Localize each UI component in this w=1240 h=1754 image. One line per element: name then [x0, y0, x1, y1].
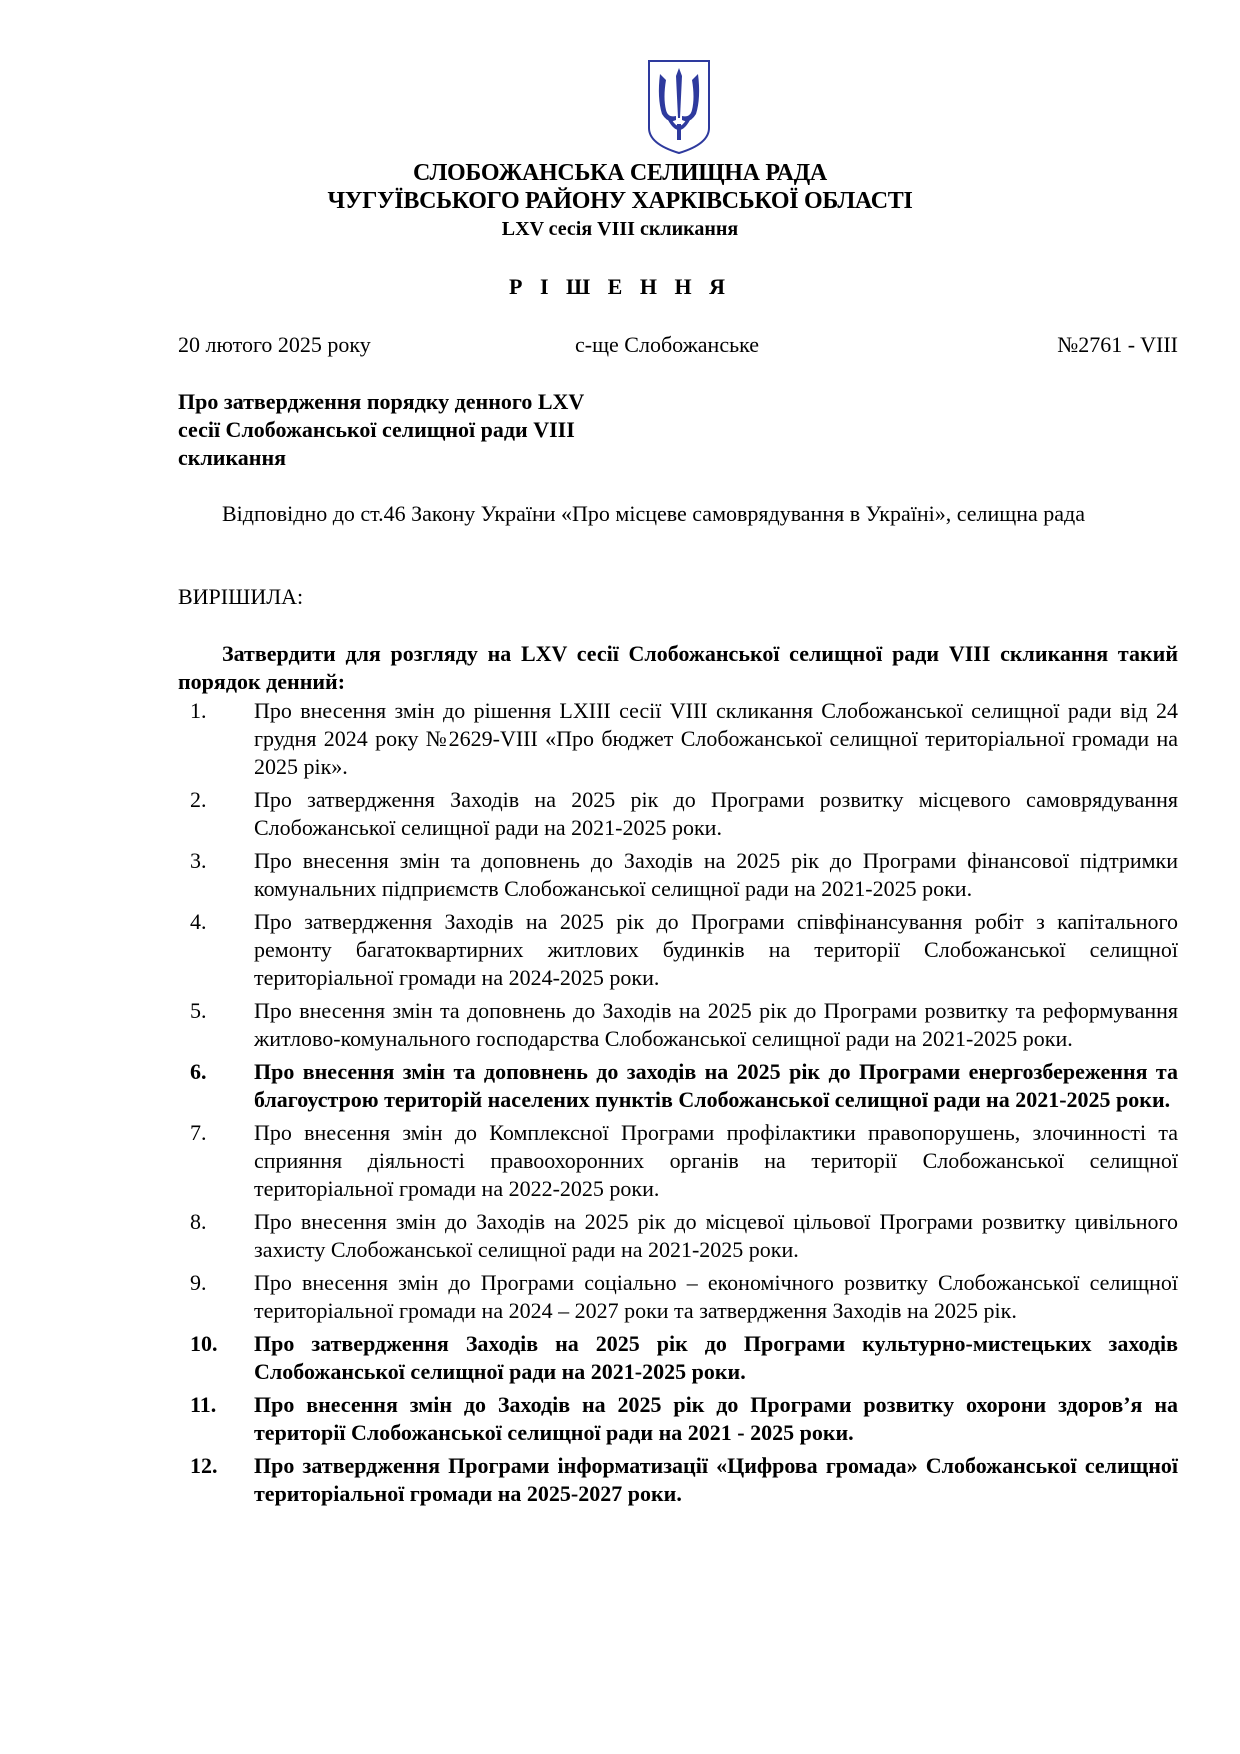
agenda-item-number: 12.: [190, 1453, 218, 1478]
agenda-item: [178, 1330, 1178, 1386]
decided-heading: ВИРІШИЛА:: [178, 584, 304, 609]
agenda-item-text: Про затвердження Програми інформатизації «Цифрова громада» Слобожанської селищної територіальної громади на 2025-2027 роки.: [254, 1453, 1178, 1506]
agenda-item-number: 11.: [190, 1392, 217, 1417]
decision-subject: Про затвердження порядку денного LXV сесії Слобожанської селищної ради VIII скликання: [178, 389, 584, 470]
agenda-item-text: Про затвердження Заходів на 2025 рік до Програми розвитку місцевого самоврядування Слобожанської селищної ради на 2021-2025 роки.: [254, 787, 1178, 840]
session-name: LXV сесія VIII скликання: [501, 218, 739, 240]
agenda-item: [178, 697, 1178, 781]
agenda-item: [178, 1119, 1178, 1203]
agenda-item: [178, 1208, 1178, 1264]
agenda-item: [178, 1058, 1178, 1114]
agenda-item-text: Про внесення змін до рішення LXIII сесії VIII скликання Слобожанської селищної ради від 24 грудня 2024 року №2629-VIII «Про бюджет Слобожанської селищної територіальної громади на 2025 рік».: [254, 698, 1178, 779]
agenda-item-number: 6.: [190, 1059, 207, 1084]
agenda-item: [178, 847, 1178, 903]
agenda-item-text: Про внесення змін до Заходів на 2025 рік до Програми розвитку охорони здоров’я на території Слобожанської селищної ради на 2021 - 2025 роки.: [254, 1392, 1178, 1445]
agenda-item-number: 8.: [190, 1209, 207, 1234]
district-name: ЧУГУЇВСЬКОГО РАЙОНУ ХАРКІВСЬКОЇ ОБЛАСТІ: [327, 188, 913, 214]
preamble: Відповідно до ст.46 Закону України «Про місцеве самоврядування в Україні», селищна рада: [222, 501, 1085, 526]
agenda-item-text: Про внесення змін до Програми соціально – економічного розвитку Слобожанської селищної територіальної громади на 2024 – 2027 роки та затвердження Заходів на 2025 рік.: [254, 1270, 1178, 1323]
document-title: Р І Ш Е Н Н Я: [509, 274, 731, 299]
agenda-item-text: Про затвердження Заходів на 2025 рік до Програми культурно-мистецьких заходів Слобожанської селищної ради на 2021-2025 роки.: [254, 1331, 1178, 1384]
agenda-item-text: Про затвердження Заходів на 2025 рік до Програми співфінансування робіт з капітального ремонту багатоквартирних житлових будинків на території Слобожанської селищної територіальної громади на 2024-2025 роки.: [254, 909, 1178, 990]
agenda-item-number: 4.: [190, 909, 207, 934]
agenda-intro: Затвердити для розгляду на LXV сесії Слобожанської селищної ради VIII скликання такий порядок денний:: [178, 641, 1178, 694]
agenda-item-text: Про внесення змін до Заходів на 2025 рік до місцевої цільової Програми розвитку цивільного захисту Слобожанської селищної ради на 2021-2025 роки.: [254, 1209, 1178, 1262]
agenda-item-text: Про внесення змін та доповнень до заходів на 2025 рік до Програми енергозбереження та благоустрою територій населених пунктів Слобожанської селищної ради на 2021-2025 роки.: [254, 1059, 1178, 1112]
decision-number: №2761 - VIII: [1057, 332, 1178, 357]
agenda-item-number: 3.: [190, 848, 207, 873]
agenda-item-number: 10.: [190, 1331, 218, 1356]
agenda-item-number: 7.: [190, 1120, 207, 1145]
agenda-item-text: Про внесення змін до Комплексної Програми профілактики правопорушень, злочинності та сприяння діяльності правоохоронних органів на території Слобожанської селищної територіальної громади на 2022-2025 роки.: [254, 1120, 1178, 1201]
decision-place: с-ще Слобожанське: [575, 332, 760, 357]
trident-coat-of-arms-icon: [646, 58, 712, 156]
agenda-item: [178, 1269, 1178, 1325]
agenda-item-number: 2.: [190, 787, 207, 812]
agenda-item-text: Про внесення змін та доповнень до Заходів на 2025 рік до Програми розвитку та реформування житлово-комунального господарства Слобожанської селищної ради на 2021-2025 роки.: [254, 998, 1178, 1051]
agenda-item-text: Про внесення змін та доповнень до Заходів на 2025 рік до Програми фінансової підтримки комунальних підприємств Слобожанської селищної ради на 2021-2025 роки.: [254, 848, 1178, 901]
agenda-item: [178, 1452, 1178, 1508]
agenda-item: [178, 997, 1178, 1053]
agenda-item: [178, 786, 1178, 842]
agenda-item-number: 9.: [190, 1270, 207, 1295]
decision-date: 20 лютого 2025 року: [178, 332, 371, 357]
agenda-item: [178, 908, 1178, 992]
agenda-item-number: 5.: [190, 998, 207, 1023]
council-name: СЛОБОЖАНСЬКА СЕЛИЩНА РАДА: [413, 160, 827, 186]
agenda-item-number: 1.: [190, 698, 207, 723]
agenda-list: [178, 697, 1178, 1513]
document-meta: [178, 332, 1178, 362]
agenda-item: [178, 1391, 1178, 1447]
